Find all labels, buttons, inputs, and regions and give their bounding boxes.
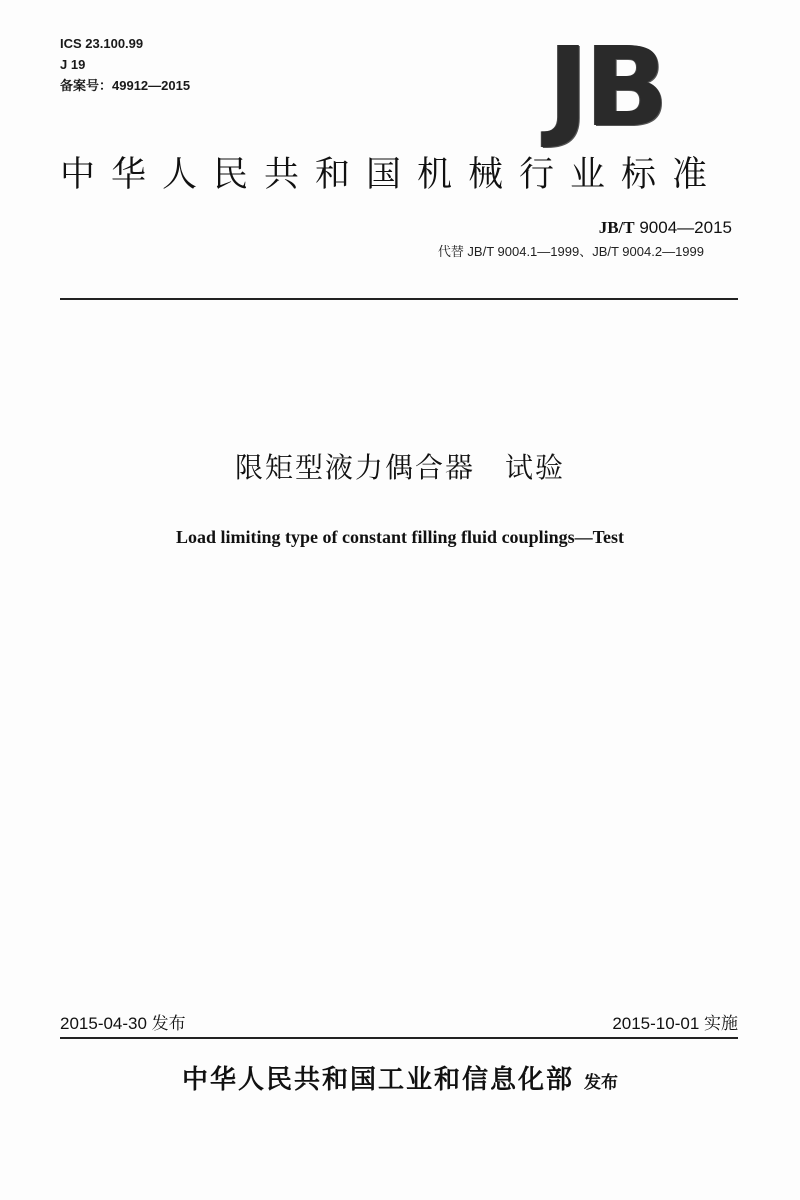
issuer-suffix: 发布 [584, 1073, 618, 1093]
document-title-english: Load limiting type of constant filling fluid couplings—Test [176, 527, 624, 547]
class-code: J 19 [60, 57, 86, 72]
standard-code: 9004—2015 [634, 218, 732, 237]
effective-date: 2015-10-01 实施 [612, 1014, 738, 1033]
issuing-authority [0, 1060, 800, 1103]
ics-code: ICS 23.100.99 [60, 36, 144, 51]
classification-meta [60, 33, 190, 96]
top-divider [60, 298, 738, 300]
replaces-note: 代替 JB/T 9004.1—1999、JB/T 9004.2—1999 [437, 244, 704, 259]
record-number: 备案号：49912—2015 [60, 78, 191, 93]
standard-number [599, 217, 732, 239]
standard-prefix: JB/T [598, 218, 635, 237]
bottom-divider [60, 1037, 738, 1039]
jb-logo: JB [548, 23, 665, 151]
document-title-chinese: 限矩型液力偶合器 试验 [234, 451, 565, 484]
publish-date: 2015-04-30 发布 [60, 1014, 186, 1033]
standard-category-title: 中华人民共和国机械行业标准 [60, 155, 724, 195]
issuer-name: 中华人民共和国工业和信息化部 [181, 1065, 574, 1095]
